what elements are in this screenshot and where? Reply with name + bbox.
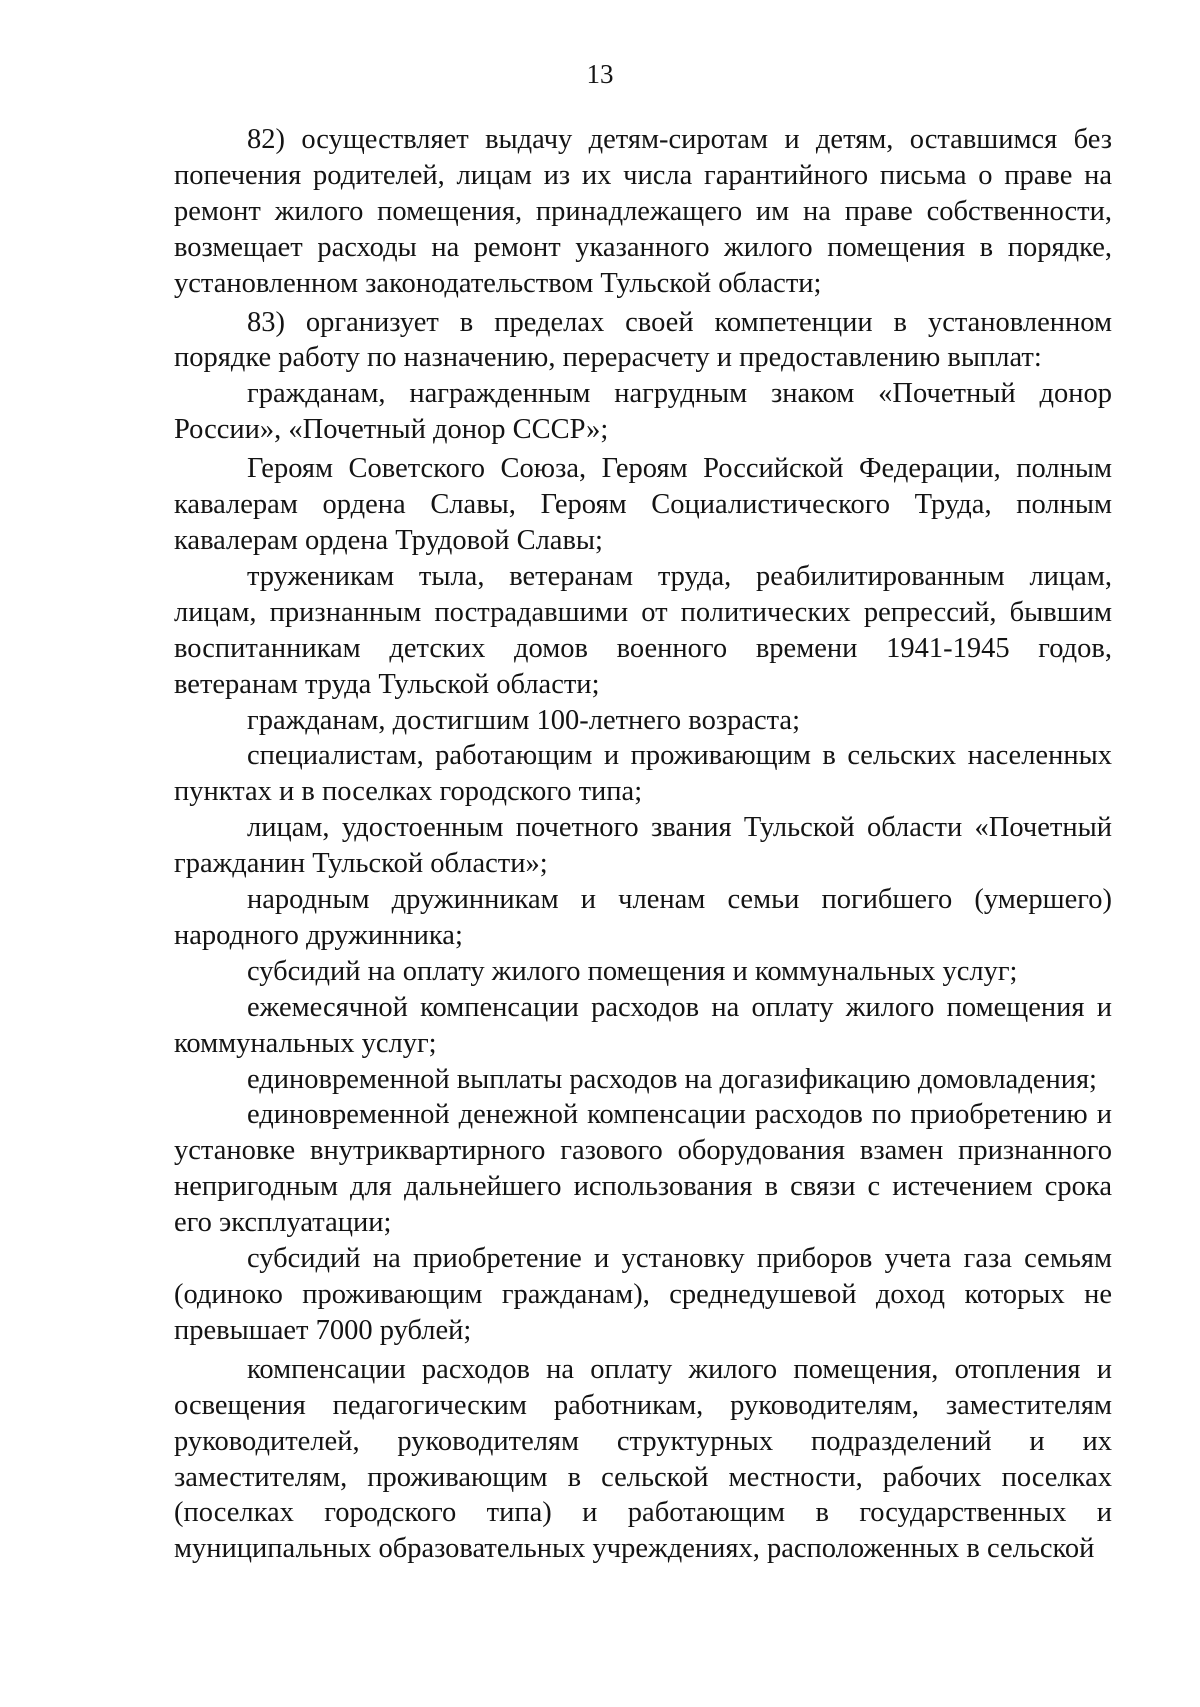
list-item-monthly-compensation: ежемесячной компенсации расходов на оплату жилого помещения и коммунальных услуг; <box>174 991 1112 1059</box>
list-item-rural-specialists: специалистам, работающим и проживающим в сельских населенных пунктах и в поселках городского типа; <box>174 740 1112 808</box>
page-number: 13 <box>586 59 614 89</box>
paragraph-83: 83) организует в пределах своей компетенции в установленном порядке работу по назначению, перерасчету и предоставлению выплат: <box>174 306 1112 374</box>
document-body <box>174 122 1112 1567</box>
list-item-centenarians: гражданам, достигшим 100-летнего возраста; <box>247 704 800 736</box>
list-item-people-guards: народным дружинникам и членам семьи погибшего (умершего) народного дружинника; <box>174 884 1112 951</box>
list-item-heroes: Героям Советского Союза, Героям Российской Федерации, полным кавалерам ордена Славы, Героям Социалистического Труда, полным кавалерам ордена Трудовой Славы; <box>174 453 1112 556</box>
paragraph-82: 82) осуществляет выдачу детям-сиротам и детям, оставшимся без попечения родителей, лицам из их числа гарантийного письма о праве на ремонт жилого помещения, принадлежащего им на праве собственности, возмещает расходы на ремонт указанного жилого помещения в порядке, установленном законодательством Тульской области; <box>174 124 1112 299</box>
list-item-gas-meter-subsidies: субсидий на приобретение и установку приборов учета газа семьям (одиноко проживающим гражданам), среднедушевой доход которых не превышает 7000 рублей; <box>174 1243 1112 1346</box>
list-item-honorary-citizens: лицам, удостоенным почетного звания Тульской области «Почетный гражданин Тульской области»; <box>174 812 1112 880</box>
list-item-teachers-compensation: компенсации расходов на оплату жилого помещения, отопления и освещения педагогическим работникам, руководителям, заместителям руководителей, руководителям структурных подразделений и их заместителям, проживающим в сельской местности, рабочих поселках (поселках городского типа) и работающим в государственных и муниципальных образовательных учреждениях, расположенных в сельской <box>174 1353 1112 1565</box>
list-item-gasification-payment: единовременной выплаты расходов на догазификацию домовладения; <box>247 1063 1097 1095</box>
list-item-donors: гражданам, награжденным нагрудным знаком «Почетный донор России», «Почетный донор СССР»; <box>174 378 1112 446</box>
list-item-housing-subsidies: субсидий на оплату жилого помещения и коммунальных услуг; <box>247 955 1018 987</box>
list-item-gas-equipment-compensation: единовременной денежной компенсации расходов по приобретению и установке внутриквартирного газового оборудования взамен признанного непригодным для дальнейшего использования в связи с истечением срока его эксплуатации; <box>174 1099 1112 1239</box>
list-item-home-front-workers: труженикам тыла, ветеранам труда, реабилитированным лицам, лицам, признанным пострадавшими от политических репрессий, бывшим воспитанникам детских домов военного времени 1941-1945 годов, ветеранам труда Тульской области; <box>174 560 1112 700</box>
